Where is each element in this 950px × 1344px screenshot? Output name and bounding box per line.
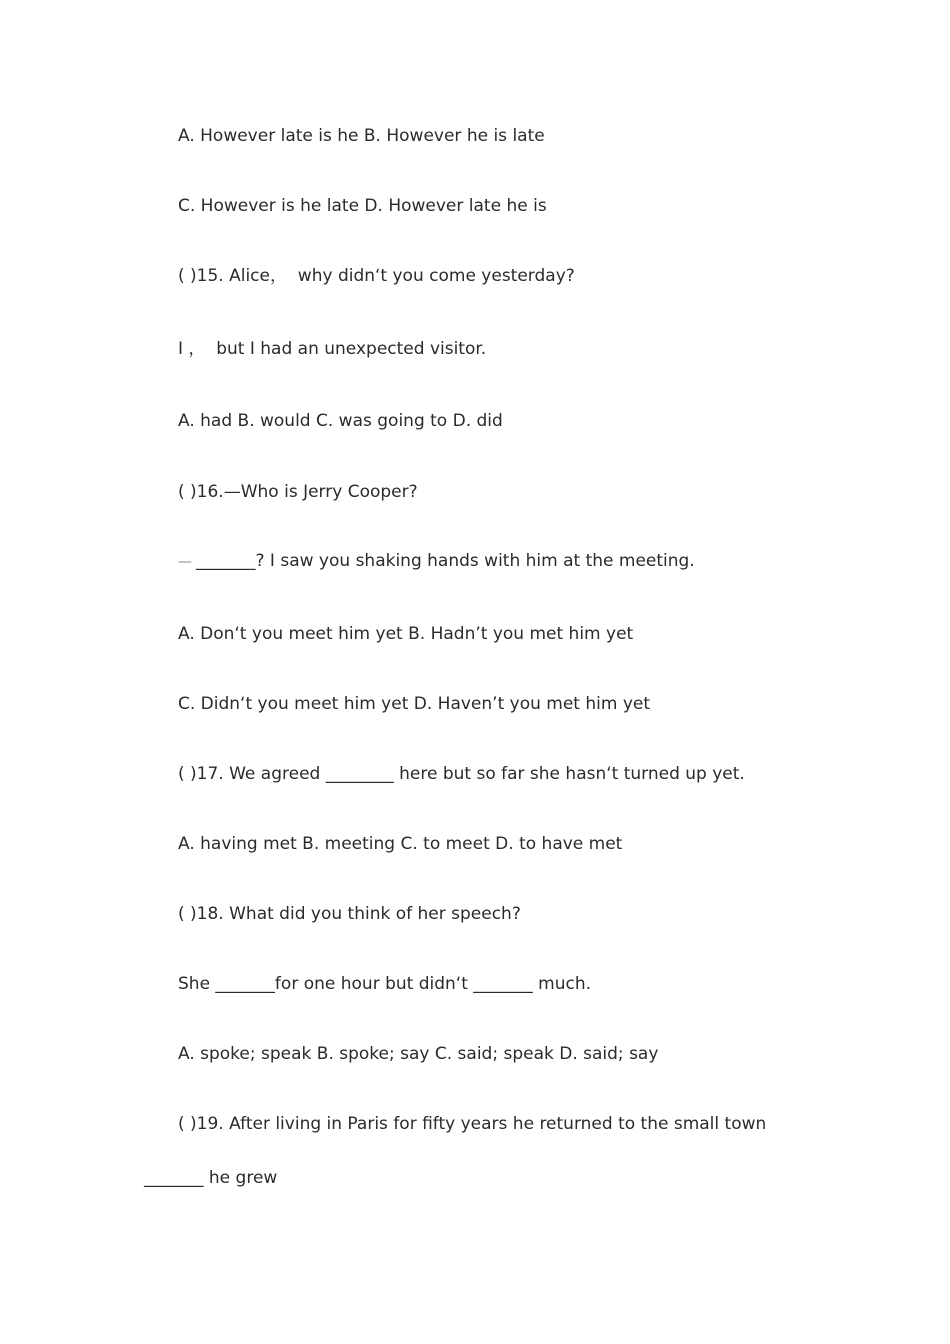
question-18-line-2: She _______for one hour but didn‘t _______ much. [178, 974, 592, 994]
dash-mark: — [178, 554, 192, 570]
option-line-17: A. having met B. meeting C. to meet D. to have met [178, 834, 623, 854]
option-line-14-cd: C. However is he late D. However late he is [178, 196, 547, 216]
option-line-16-cd: C. Didn‘t you meet him yet D. Haven’t you met him yet [178, 694, 651, 714]
option-line-18: A. spoke; speak B. spoke; say C. said; speak D. said; say [178, 1044, 659, 1064]
question-16-line-2-text: _______? I saw you shaking hands with him at the meeting. [196, 551, 695, 571]
question-16-line-1: ( )16.—Who is Jerry Cooper? [178, 482, 418, 502]
question-17-line: ( )17. We agreed ________ here but so far she hasn‘t turned up yet. [178, 764, 745, 784]
option-line-16-ab: A. Don‘t you meet him yet B. Hadn’t you met him yet [178, 624, 634, 644]
question-15-line-2: I ， but I had an unexpected visitor. [178, 339, 487, 359]
question-15-line-1: ( )15. Alice， why didn‘t you come yesterday? [178, 266, 575, 286]
question-18-line-1: ( )18. What did you think of her speech? [178, 904, 521, 924]
question-16-line-2 [178, 551, 695, 572]
option-line-14-ab: A. However late is he B. However he is late [178, 126, 545, 146]
option-line-15: A. had B. would C. was going to D. did [178, 411, 503, 431]
question-19-line-2: _______ he grew [144, 1168, 278, 1188]
question-19-line-1: ( )19. After living in Paris for fifty years he returned to the small town [178, 1114, 767, 1134]
